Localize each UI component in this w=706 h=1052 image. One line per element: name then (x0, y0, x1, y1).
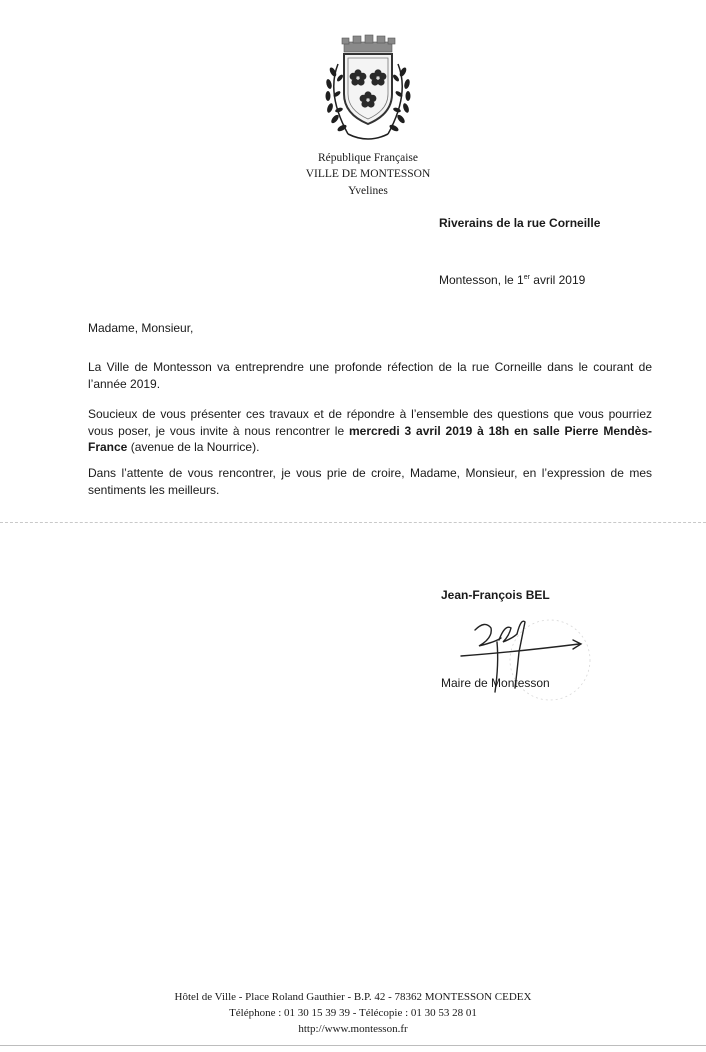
signer-title: Maire de Montesson (441, 676, 550, 690)
paragraph-2-text: Soucieux de vous présenter ces travaux et de répondre à l’ensemble des questions que vous pourriez vous poser, je vous invite à nous rencontrer le (88, 407, 652, 438)
paragraph-1: La Ville de Montesson va entreprendre une profonde réfection de la rue Corneille dans le courant de l’année 2019. (88, 360, 652, 391)
letterhead-department: Yvelines (348, 185, 388, 197)
recipient: Riverains de la rue Corneille (439, 216, 601, 230)
signer-name: Jean-François BEL (441, 588, 550, 602)
footer-address: Hôtel de Ville - Place Roland Gauthier - B.P. 42 - 78362 MONTESSON CEDEX (174, 991, 532, 1003)
handwritten-signature (455, 612, 605, 704)
coat-of-arms-logo (318, 34, 418, 148)
letterhead-republic: République Française (318, 152, 418, 164)
footer-phone: Téléphone : 01 30 15 39 39 - Télécopie : 01 30 53 28 01 (229, 1007, 477, 1019)
paragraph-2 (88, 406, 652, 456)
date-suffix: avril 2019 (529, 273, 586, 287)
paragraph-3: Dans l’attente de vous rencontrer, je vous prie de croire, Madame, Monsieur, en l’expression de mes sentiments les meilleurs. (88, 466, 652, 497)
date-line (439, 273, 585, 287)
salutation: Madame, Monsieur, (88, 321, 194, 335)
date-ordinal: er (523, 274, 530, 281)
date-prefix: Montesson, le 1 (439, 273, 524, 287)
meeting-details: mercredi 3 avril 2019 à 18h en salle Pierre Mendès-France (88, 423, 652, 454)
meeting-location: (avenue de la Nourrice). (127, 440, 260, 454)
footer-website[interactable]: http://www.montesson.fr (298, 1023, 408, 1035)
letterhead-city: VILLE DE MONTESSON (305, 168, 431, 180)
fold-line (0, 522, 706, 523)
bottom-border (0, 1045, 706, 1046)
